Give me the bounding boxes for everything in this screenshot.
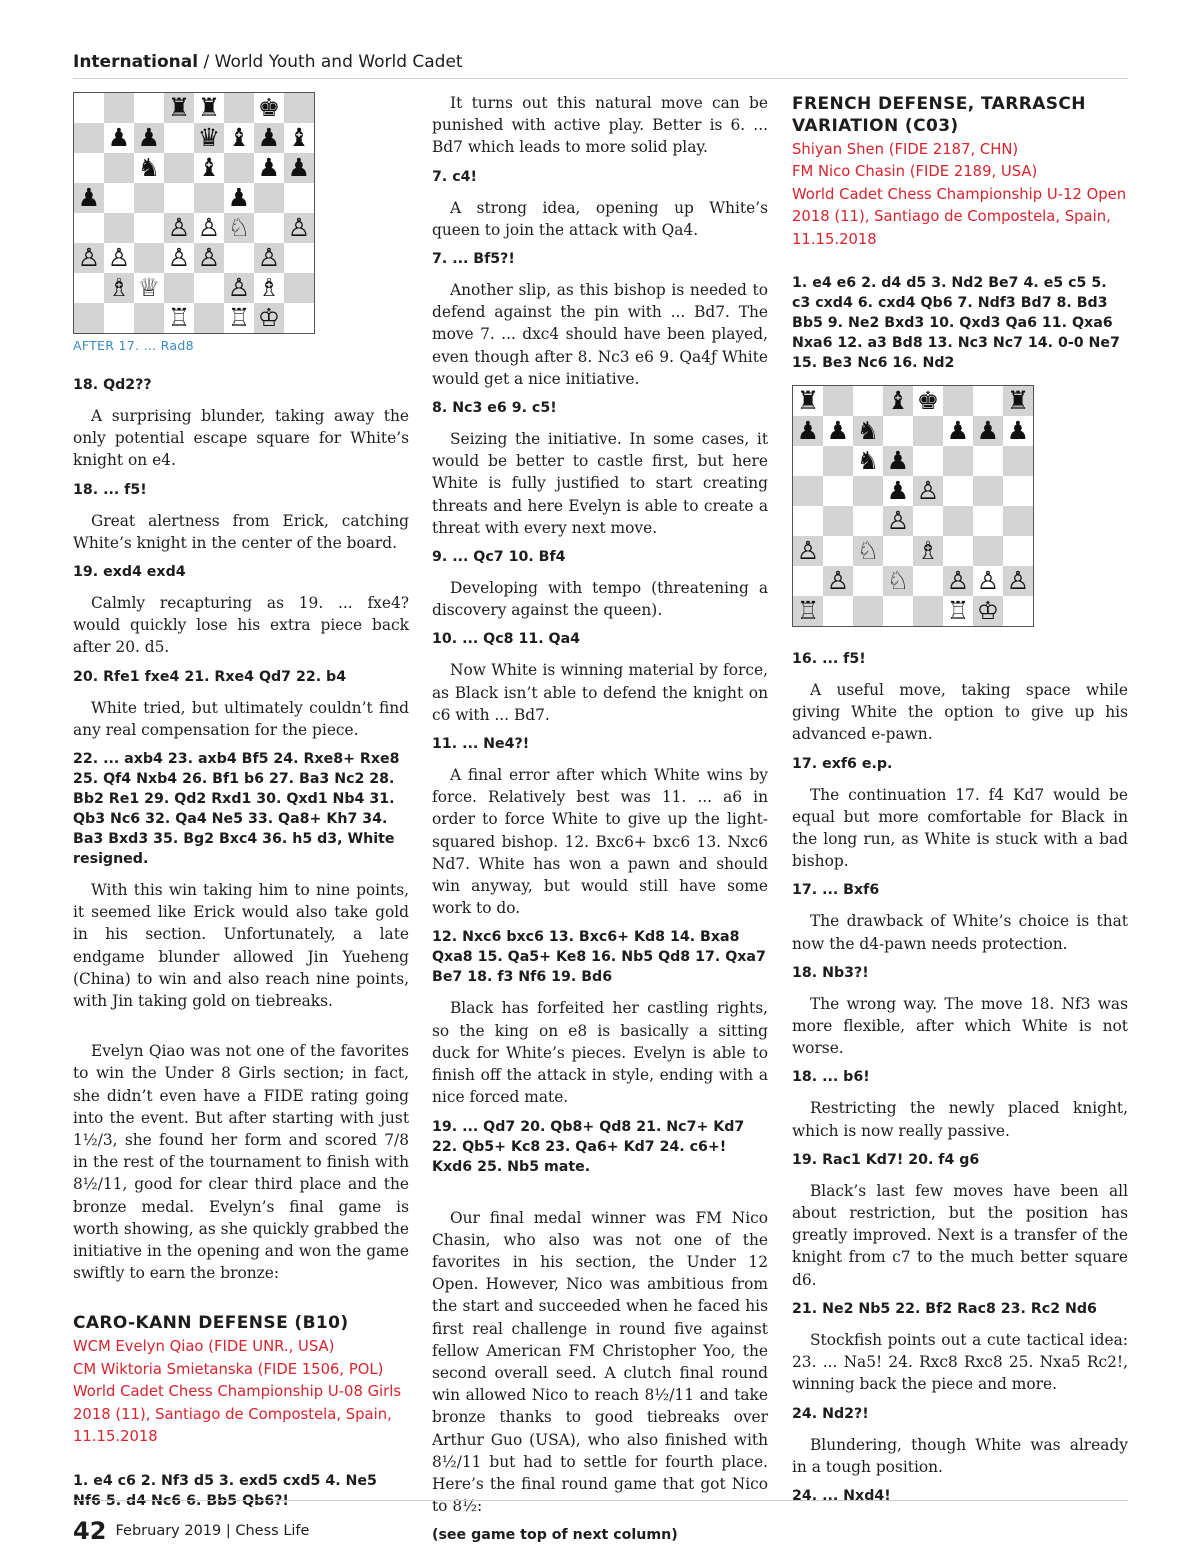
see-next-column: (see game top of next column) bbox=[432, 1527, 678, 1544]
commentary: Now White is winning material by force, as Black isn’t able to defend the knight on c6 with ... Bd7. bbox=[432, 661, 768, 724]
board-square bbox=[793, 446, 823, 476]
board-square bbox=[224, 153, 254, 183]
white-pawn-icon: ♙ bbox=[254, 243, 284, 273]
board-square bbox=[883, 596, 913, 626]
board-square bbox=[104, 303, 134, 333]
column-3 bbox=[792, 93, 1128, 1516]
board-square bbox=[164, 273, 194, 303]
header-separator: / bbox=[198, 52, 215, 72]
board-square bbox=[853, 476, 883, 506]
move-line: 19. exd4 exd4 bbox=[73, 564, 186, 581]
black-pawn-icon: ♟ bbox=[254, 123, 284, 153]
commentary: Calmly recapturing as 19. ... fxe4? would quickly lose his extra piece back after 20. d5. bbox=[73, 594, 409, 657]
black-player: FM Nico Chasin (FIDE 2189, USA) bbox=[792, 163, 1038, 181]
white-pawn-icon: ♙ bbox=[883, 506, 913, 536]
board-square bbox=[134, 183, 164, 213]
black-pawn-icon: ♟ bbox=[826, 416, 850, 446]
white-pawn-icon: ♙ bbox=[167, 243, 191, 272]
board-square bbox=[853, 596, 883, 626]
black-pawn-icon: ♟ bbox=[257, 153, 281, 182]
board-square bbox=[74, 123, 104, 153]
black-knight-icon: ♞ bbox=[856, 446, 880, 476]
white-pawn-icon: ♙ bbox=[976, 566, 1000, 596]
white-rook-icon: ♖ bbox=[227, 303, 251, 332]
game-info bbox=[73, 1336, 409, 1448]
white-knight-icon: ♘ bbox=[224, 213, 254, 243]
board-square bbox=[883, 416, 913, 446]
board-square bbox=[134, 243, 164, 273]
black-king-icon: ♚ bbox=[257, 93, 281, 122]
white-bishop-icon: ♗ bbox=[104, 273, 134, 303]
board-square bbox=[943, 536, 973, 566]
black-knight-icon: ♞ bbox=[853, 416, 883, 446]
white-pawn-icon: ♙ bbox=[823, 566, 853, 596]
board-square bbox=[943, 476, 973, 506]
black-pawn-icon: ♟ bbox=[284, 153, 314, 183]
black-bishop-icon: ♝ bbox=[197, 153, 221, 182]
commentary: Another slip, as this bishop is needed to defend against the pin with ... Bd7. The move 7. ... dxc4 should have been played, even though after 8. Nc3 e6 9. Qa4ƒ White would get a nice initiative. bbox=[432, 281, 768, 388]
move-line: 12. Nxc6 bxc6 13. Bxc6+ Kd8 14. Bxa8 Qxa8 15. Qa5+ Ke8 16. Nb5 Qd8 17. Qxa7 Be7 18. f3 Nf6 19. Bd6 bbox=[432, 929, 766, 986]
board-square bbox=[913, 506, 943, 536]
commentary: Our final medal winner was FM Nico Chasin, who also was not one of the favorites in his section, the Under 12 Open. However, Nico was ambitious from the start and succeeded when he faced his first real challenge in round five against fellow American FM Christopher Yoo, the second overall seed. A clutch final round win allowed Nico to reach 8½/11 and take bronze thanks to good tiebreaks over Arthur Guo (USA), who also finished with 8½/11 but had to settle for fourth place. Here’s the final round game that got Nico to 8½: bbox=[432, 1208, 768, 1516]
move-line: 18. Nb3?! bbox=[792, 964, 869, 981]
board-square bbox=[823, 476, 853, 506]
move-line: 1. e4 c6 2. Nf3 d5 3. exd5 cxd5 4. Ne5 Nf6 5. d4 Nc6 6. Bb5 Qb6?! bbox=[73, 1472, 377, 1509]
board-square bbox=[793, 506, 823, 536]
move-line: 18. ... f5! bbox=[73, 481, 147, 498]
move-line: 22. ... axb4 23. axb4 Bf5 24. Rxe8+ Rxe8 25. Qf4 Nxb4 26. Bf1 b6 27. Ba3 Nc2 28. Bb2 Re1 29. Qd2 Rxd1 30. Qxd1 Nb4 31. Qb3 Nc6 32. Qa4 Ne5 33. Qa8+ Kh7 34. Ba3 Bxd3 35. Bg2 Bxc4 36. h5 d3, White resigned. bbox=[73, 751, 400, 868]
move-line: 19. Rac1 Kd7! 20. f4 g6 bbox=[792, 1151, 980, 1168]
white-pawn-icon: ♙ bbox=[107, 243, 131, 272]
black-bishop-icon: ♝ bbox=[883, 386, 913, 416]
white-pawn-icon: ♙ bbox=[194, 243, 224, 273]
move-line: 19. ... Qd7 20. Qb8+ Qd8 21. Nc7+ Kd7 22. Qb5+ Kc8 23. Qa6+ Kd7 24. c6+! Kxd6 25. Nb5 mate. bbox=[432, 1118, 745, 1175]
board-square bbox=[104, 183, 134, 213]
board-square bbox=[913, 446, 943, 476]
black-pawn-icon: ♟ bbox=[1006, 416, 1030, 446]
board-square bbox=[823, 506, 853, 536]
board-square bbox=[254, 213, 284, 243]
board-square bbox=[74, 93, 104, 123]
white-rook-icon: ♖ bbox=[793, 596, 823, 626]
commentary: Blundering, though White was already in a tough position. bbox=[792, 1435, 1128, 1476]
move-line: 8. Nc3 e6 9. c5! bbox=[432, 400, 557, 417]
board-square bbox=[134, 303, 164, 333]
commentary: It turns out this natural move can be punished with active play. Better is 6. ... Bd7 which leads to more solid play. bbox=[432, 94, 768, 157]
white-pawn-icon: ♙ bbox=[913, 476, 943, 506]
board-square bbox=[823, 446, 853, 476]
column-1 bbox=[73, 92, 409, 1521]
game-event: World Cadet Chess Championship U-12 Open 2018 (11), Santiago de Compostela, Spain, 11.15.2018 bbox=[792, 185, 1127, 248]
board-square bbox=[1003, 536, 1033, 566]
commentary: Evelyn Qiao was not one of the favorites to win the Under 8 Girls section; in fact, she didn’t even have a FIDE rating going into the event. But after starting with just 1½/3, she found her form and scored 7/8 in the rest of the tournament to finish with 8½/11, good for clear third place and the bronze medal. Evelyn’s final game is worth showing, as she quickly grabbed the initiative in the opening and won the game swiftly to earn the bronze: bbox=[73, 1042, 409, 1283]
white-knight-icon: ♘ bbox=[883, 566, 913, 596]
board-square bbox=[823, 596, 853, 626]
black-pawn-icon: ♟ bbox=[886, 476, 910, 506]
board-square bbox=[284, 273, 314, 303]
move-line: 9. ... Qc7 10. Bf4 bbox=[432, 549, 566, 566]
black-pawn-icon: ♟ bbox=[227, 183, 251, 212]
diagram-caption: AFTER 17. ... Rad8 bbox=[73, 338, 194, 353]
commentary: Great alertness from Erick, catching White’s knight in the center of the board. bbox=[73, 511, 409, 552]
board-square bbox=[284, 93, 314, 123]
move-line: 7. ... Bf5?! bbox=[432, 251, 515, 268]
board-square bbox=[74, 153, 104, 183]
black-pawn-icon: ♟ bbox=[793, 416, 823, 446]
black-rook-icon: ♜ bbox=[796, 386, 820, 416]
game-event: World Cadet Chess Championship U-08 Girls 2018 (11), Santiago de Compostela, Spain, 11.15.2018 bbox=[73, 1383, 402, 1446]
move-line: 7. c4! bbox=[432, 168, 477, 185]
board-square bbox=[973, 386, 1003, 416]
white-bishop-icon: ♗ bbox=[913, 536, 943, 566]
move-line: 16. ... f5! bbox=[792, 651, 866, 668]
board-square bbox=[853, 566, 883, 596]
white-pawn-icon: ♙ bbox=[284, 213, 314, 243]
black-pawn-icon: ♟ bbox=[107, 123, 131, 152]
black-bishop-icon: ♝ bbox=[287, 123, 311, 152]
board-square bbox=[973, 506, 1003, 536]
white-pawn-icon: ♙ bbox=[74, 243, 104, 273]
white-rook-icon: ♖ bbox=[946, 596, 970, 626]
move-line: 11. ... Ne4?! bbox=[432, 736, 530, 753]
move-line: 24. Nd2?! bbox=[792, 1405, 869, 1422]
white-player: Shiyan Shen (FIDE 2187, CHN) bbox=[792, 141, 1019, 158]
commentary: White tried, but ultimately couldn’t find any real compensation for the piece. bbox=[73, 698, 409, 739]
white-pawn-icon: ♙ bbox=[793, 536, 823, 566]
board-square bbox=[823, 536, 853, 566]
board-square bbox=[284, 183, 314, 213]
white-king-icon: ♔ bbox=[973, 596, 1003, 626]
page-number: 42 bbox=[73, 1517, 107, 1545]
game-title: CARO-KANN DEFENSE (B10) bbox=[73, 1313, 349, 1334]
white-pawn-icon: ♙ bbox=[197, 213, 221, 242]
white-pawn-icon: ♙ bbox=[224, 273, 254, 303]
black-player: CM Wiktoria Smietanska (FIDE 1506, POL) bbox=[73, 1360, 384, 1378]
move-line: 18. Qd2?? bbox=[73, 377, 152, 393]
board-square bbox=[194, 183, 224, 213]
board-square bbox=[853, 386, 883, 416]
white-pawn-icon: ♙ bbox=[943, 566, 973, 596]
black-rook-icon: ♜ bbox=[164, 93, 194, 123]
board-square bbox=[164, 153, 194, 183]
black-pawn-icon: ♟ bbox=[883, 446, 913, 476]
black-pawn-icon: ♟ bbox=[134, 123, 164, 153]
board-square bbox=[74, 213, 104, 243]
board-square bbox=[973, 446, 1003, 476]
white-player: WCM Evelyn Qiao (FIDE UNR., USA) bbox=[73, 1338, 335, 1356]
black-knight-icon: ♞ bbox=[137, 153, 161, 182]
commentary: Developing with tempo (threatening a discovery against the queen). bbox=[432, 579, 768, 620]
commentary: The drawback of White’s choice is that now the d4-pawn needs protection. bbox=[792, 912, 1128, 953]
move-line: 24. ... Nxd4! bbox=[792, 1487, 891, 1504]
commentary: Black’s last few moves have been all about restriction, but the position has greatly improved. Next is a transfer of the knight from c7 to the much better square d6. bbox=[792, 1181, 1128, 1289]
black-rook-icon: ♜ bbox=[197, 93, 221, 122]
board-square bbox=[1003, 506, 1033, 536]
board-square bbox=[1003, 596, 1033, 626]
board-square bbox=[853, 506, 883, 536]
board-square bbox=[224, 243, 254, 273]
white-pawn-icon: ♙ bbox=[1003, 566, 1033, 596]
commentary: Stockfish points out a cute tactical idea: 23. ... Na5! 24. Rxc8 Rxc8 25. Nxa5 Rc2!, winning back the piece and more. bbox=[792, 1330, 1128, 1394]
board-square bbox=[104, 93, 134, 123]
move-line: 20. Rfe1 fxe4 21. Rxe4 Qd7 22. b4 bbox=[73, 668, 347, 685]
move-line: 17. ... Bxf6 bbox=[792, 882, 880, 899]
commentary: A strong idea, opening up White’s queen to join the attack with Qa4. bbox=[432, 198, 768, 239]
commentary: A final error after which White wins by force. Relatively best was 11. ... a6 in order to force White to give up the light-squared bishop. 12. Bxc6+ bxc6 13. Nxc6 Nd7. White has won a pawn and should win anyway, but would still have some work to do. bbox=[432, 766, 768, 918]
board-square bbox=[913, 566, 943, 596]
commentary: With this win taking him to nine points, it seemed like Erick would also take gold in his section. Unfortunately, a late endgame blunder allowed Jin Yueheng (China) to win and also reach nine points, with Jin taking gold on tiebreaks. bbox=[73, 881, 409, 1011]
board-square bbox=[973, 476, 1003, 506]
board-square bbox=[164, 123, 194, 153]
board-square bbox=[943, 506, 973, 536]
board-square bbox=[134, 213, 164, 243]
commentary: A useful move, taking space while giving White the option to give up his advanced e-pawn. bbox=[792, 681, 1128, 744]
issue-info: February 2019 | Chess Life bbox=[115, 1523, 310, 1539]
commentary: Black has forfeited her castling rights, so the king on e8 is basically a sitting duck for White’s pieces. Evelyn is able to finish off the attack in style, ending with a nice forced mate. bbox=[432, 999, 768, 1107]
board-square bbox=[254, 183, 284, 213]
black-bishop-icon: ♝ bbox=[227, 123, 251, 152]
white-bishop-icon: ♗ bbox=[257, 273, 281, 302]
board-square bbox=[913, 416, 943, 446]
white-queen-icon: ♕ bbox=[137, 273, 161, 302]
board-square bbox=[104, 153, 134, 183]
section-label: International bbox=[73, 52, 199, 72]
section-title: World Youth and World Cadet bbox=[214, 52, 463, 72]
black-pawn-icon: ♟ bbox=[973, 416, 1003, 446]
commentary: Restricting the newly placed knight, which is now really passive. bbox=[792, 1099, 1128, 1140]
board-square bbox=[194, 303, 224, 333]
black-pawn-icon: ♟ bbox=[74, 183, 104, 213]
board-square bbox=[224, 93, 254, 123]
chess-diagram-1 bbox=[73, 92, 315, 334]
commentary: Seizing the initiative. In some cases, it would be better to castle first, but here White is fully justified to start creating threats and here Evelyn is able to create a threat with every next move. bbox=[432, 430, 768, 537]
white-knight-icon: ♘ bbox=[853, 536, 883, 566]
board-square bbox=[284, 243, 314, 273]
white-pawn-icon: ♙ bbox=[164, 213, 194, 243]
move-line: 21. Ne2 Nb5 22. Bf2 Rac8 23. Rc2 Nd6 bbox=[792, 1300, 1097, 1317]
board-square bbox=[1003, 446, 1033, 476]
board-square bbox=[913, 596, 943, 626]
move-line: 1. e4 e6 2. d4 d5 3. Nd2 Be7 4. e5 c5 5. c3 cxd4 6. cxd4 Qb6 7. Ndf3 Bd7 8. Bd3 Bb5 9. Ne2 Bxd3 10. Qxd3 Qa6 11. Qxa6 Nxa6 12. a3 Bd8 13. Nc3 Nc7 14. 0-0 Ne7 15. Be3 Nc6 16. Nd2 bbox=[792, 275, 1120, 372]
board-square bbox=[823, 386, 853, 416]
commentary: The wrong way. The move 18. Nf3 was more flexible, after which White is not worse. bbox=[792, 994, 1128, 1058]
white-king-icon: ♔ bbox=[254, 303, 284, 333]
board-square bbox=[943, 446, 973, 476]
board-square bbox=[284, 303, 314, 333]
board-square bbox=[74, 273, 104, 303]
game-info bbox=[792, 139, 1128, 251]
board-square bbox=[793, 566, 823, 596]
board-square bbox=[194, 273, 224, 303]
move-line: 18. ... b6! bbox=[792, 1069, 870, 1086]
board-square bbox=[793, 476, 823, 506]
commentary: A surprising blunder, taking away the only potential escape square for White’s knight on e4. bbox=[73, 407, 409, 470]
black-rook-icon: ♜ bbox=[1003, 386, 1033, 416]
black-queen-icon: ♛ bbox=[194, 123, 224, 153]
board-square bbox=[943, 386, 973, 416]
chess-diagram-2 bbox=[792, 385, 1034, 627]
black-pawn-icon: ♟ bbox=[946, 416, 970, 446]
game-title: FRENCH DEFENSE, TARRASCH VARIATION (C03) bbox=[792, 94, 1086, 136]
column-2 bbox=[432, 92, 768, 1555]
commentary: The continuation 17. f4 Kd7 would be equal but more comfortable for Black in the long run, as White is stuck with a bad bishop. bbox=[792, 785, 1128, 871]
board-square bbox=[883, 536, 913, 566]
move-line: 10. ... Qc8 11. Qa4 bbox=[432, 631, 581, 648]
black-king-icon: ♚ bbox=[916, 386, 940, 416]
board-square bbox=[134, 93, 164, 123]
running-header bbox=[73, 52, 1128, 79]
page-footer bbox=[73, 1500, 1128, 1545]
board-square bbox=[104, 213, 134, 243]
move-line: 17. exf6 e.p. bbox=[792, 755, 893, 772]
board-square bbox=[74, 303, 104, 333]
white-rook-icon: ♖ bbox=[167, 303, 191, 332]
board-square bbox=[164, 183, 194, 213]
board-square bbox=[973, 536, 1003, 566]
board-square bbox=[1003, 476, 1033, 506]
